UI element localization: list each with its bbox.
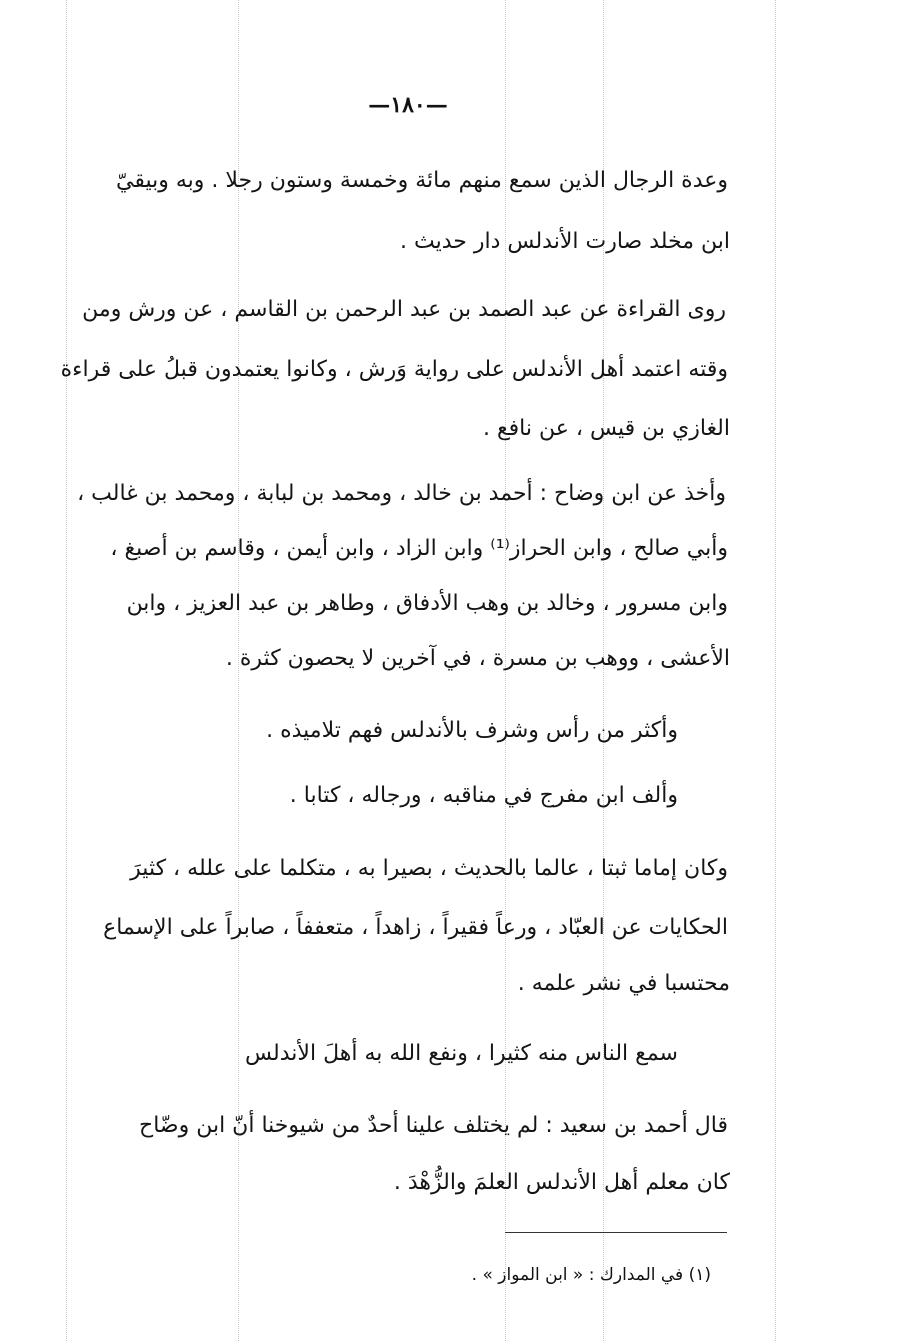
text-line: الحكايات عن العبّاد ، ورعاً فقيراً ، زاهداً ، متعففاً ، صابراً على الإسماع bbox=[103, 915, 728, 940]
page-number: —١٨٠— bbox=[368, 92, 448, 118]
text-line: قال أحمد بن سعيد : لم يختلف علينا أحدٌ من شيوخنا أنّ ابن وضّاح bbox=[139, 1113, 728, 1138]
text-line: وكان إماما ثبتا ، عالما بالحديث ، بصيرا به ، متكلما على علله ، كثيرَ bbox=[130, 856, 728, 881]
text-line: وأخذ عن ابن وضاح : أحمد بن خالد ، ومحمد بن لبابة ، ومحمد بن غالب ، bbox=[77, 481, 726, 506]
text-line: وعدة الرجال الذين سمع منهم مائة وخمسة وستون رجلا . وبه وبيقيّ bbox=[115, 168, 728, 193]
text-line: سمع الناس منه كثيرا ، ونفع الله به أهلَ الأندلس bbox=[245, 1041, 678, 1066]
scan-guide-line bbox=[66, 0, 67, 1341]
scan-guide-line bbox=[775, 0, 776, 1341]
text-line: وألف ابن مفرج في مناقبه ، ورجاله ، كتابا . bbox=[289, 783, 678, 808]
text-line: الأعشى ، ووهب بن مسرة ، في آخرين لا يحصون كثرة . bbox=[225, 646, 730, 671]
text-line: وقته اعتمد أهل الأندلس على رواية وَرش ، وكانوا يعتمدون قبلُ على قراءة bbox=[60, 357, 728, 382]
footnote-divider bbox=[505, 1232, 727, 1233]
text-line: روى القراءة عن عبد الصمد بن عبد الرحمن بن القاسم ، عن ورش ومن bbox=[82, 297, 726, 322]
text-line: وأبي صالح ، وابن الحراز⁽¹⁾ وابن الزاد ، وابن أيمن ، وقاسم بن أصبغ ، bbox=[110, 536, 728, 561]
text-line: الغازي بن قيس ، عن نافع . bbox=[482, 416, 730, 441]
text-line: وأكثر من رأس وشرف بالأندلس فهم تلاميذه . bbox=[266, 718, 678, 743]
text-line: كان معلم أهل الأندلس العلمَ والزُّهْدَ . bbox=[393, 1170, 730, 1195]
text-line: وابن مسرور ، وخالد بن وهب الأدفاق ، وطاهر بن عبد العزيز ، وابن bbox=[126, 591, 728, 616]
text-line: محتسبا في نشر علمه . bbox=[517, 971, 730, 996]
text-line: ابن مخلد صارت الأندلس دار حديث . bbox=[400, 229, 730, 254]
footnote: (١) في المدارك : « ابن المواز » . bbox=[471, 1265, 711, 1285]
